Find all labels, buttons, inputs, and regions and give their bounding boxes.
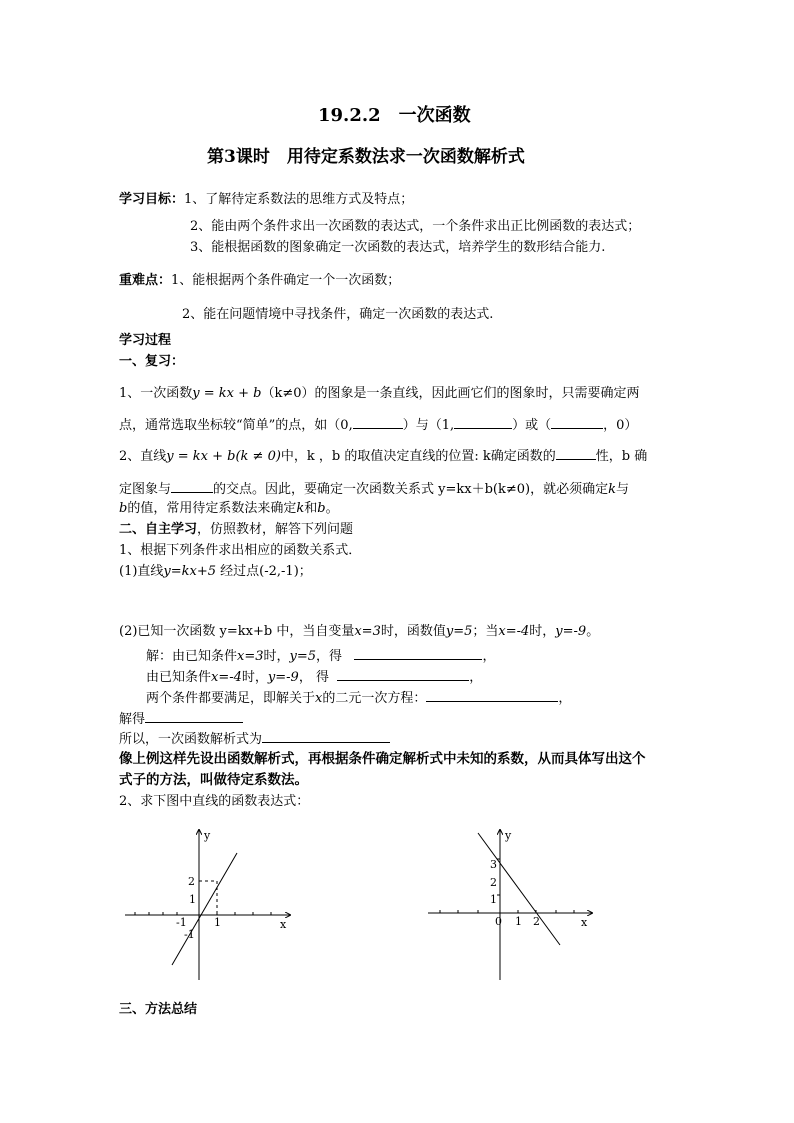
text: 时，	[241, 670, 268, 685]
tick-label: 1	[490, 893, 497, 906]
text: ）或（	[512, 418, 552, 433]
formula: y=5	[445, 624, 473, 639]
text: 由已知条件	[146, 670, 212, 685]
text: 中，k ，b 的取值决定直线的位置: k确定函数的	[280, 449, 556, 464]
review-paragraph-line	[119, 445, 647, 467]
tick-label: 0	[495, 915, 502, 928]
question-1a	[119, 562, 312, 582]
formula: y = kx + b	[192, 386, 262, 401]
formula: y=5	[289, 649, 317, 664]
page-subtitle: 第3课时 用待定系数法求一次函数解析式	[207, 147, 525, 167]
graph-1	[120, 825, 300, 985]
formula: y = kx + b(k ≠ 0)	[166, 449, 281, 464]
text: ，	[482, 649, 496, 664]
text: 所以，一次函数解析式为	[119, 732, 263, 747]
fill-blank[interactable]	[354, 645, 482, 660]
text: (2)已知一次函数 y=kx+b 中，当自变量	[119, 624, 355, 639]
review-paragraph-line	[119, 499, 339, 519]
text: 的二元一次方程：	[322, 691, 427, 706]
tick-label: -1	[184, 928, 195, 941]
question-2: 2、求下图中直线的函数表达式：	[119, 794, 310, 809]
text: 与	[616, 482, 630, 497]
variable: b	[317, 501, 326, 516]
text: ）与（1,	[402, 418, 455, 433]
review-heading: 一、复习：	[119, 354, 185, 369]
objective-item: 1、了解待定系数法的思维方式及特点；	[184, 192, 414, 207]
text: 。	[325, 501, 339, 516]
text: ，仿照教材，解答下列问题	[197, 522, 354, 537]
key-points-label: 重难点：	[119, 273, 172, 288]
text: 2、直线	[119, 449, 167, 464]
text: 定图象与	[119, 482, 172, 497]
x-axis-label: x	[581, 916, 588, 929]
graph-line	[478, 833, 560, 945]
review-paragraph-line	[119, 414, 637, 436]
text: 解得	[119, 712, 146, 727]
question-1: 1、根据下列条件求出相应的函数关系式．	[119, 543, 362, 558]
solution-line	[146, 666, 482, 688]
y-axis-label: y	[505, 829, 512, 842]
text: ，0）	[603, 418, 638, 433]
process-label: 学习过程	[119, 333, 172, 348]
y-axis-label: y	[204, 829, 211, 842]
definition-line: 式子的方法，叫做待定系数法。	[119, 772, 308, 788]
text: ；当	[472, 624, 499, 639]
review-paragraph-line	[119, 384, 640, 404]
tick-label: 2	[188, 875, 195, 888]
text: 时，	[263, 649, 290, 664]
objective-item: 3、能根据函数的图象确定一次函数的表达式，培养学生的数形结合能力.	[190, 240, 606, 255]
text: 二、	[119, 522, 146, 537]
fill-blank[interactable]	[556, 445, 596, 460]
page-title: 19.2.2 一次函数	[318, 105, 471, 126]
fill-blank[interactable]	[337, 666, 469, 681]
self-study-heading	[119, 520, 353, 540]
solution-line	[119, 728, 390, 750]
solution-line	[119, 708, 243, 730]
fill-blank[interactable]	[262, 728, 390, 743]
text: ，	[558, 691, 572, 706]
solution-line	[146, 645, 495, 667]
graph-2	[420, 825, 600, 985]
text: 自主学习	[145, 522, 198, 537]
formula: y=kx+5	[163, 564, 217, 579]
x-axis-label: x	[280, 918, 287, 931]
key-points-line-1	[119, 271, 400, 291]
tick-label: 2	[533, 915, 540, 928]
fill-blank[interactable]	[454, 414, 512, 429]
text: 两个条件都要满足，即解关于	[146, 691, 316, 706]
text: 的值，常用待定系数法来确定	[127, 501, 297, 516]
text: (1)直线	[119, 564, 164, 579]
fill-blank[interactable]	[353, 414, 403, 429]
tick-label: 1	[515, 915, 522, 928]
tick-label: 1	[189, 893, 196, 906]
text: ， 得	[298, 670, 329, 685]
text: ，得	[316, 649, 343, 664]
objective-item: 2、能由两个条件求出一次函数的表达式，一个条件求出正比例函数的表达式；	[190, 219, 641, 234]
variable: k	[296, 501, 305, 516]
formula: y=-9	[267, 670, 299, 685]
text: 时，	[529, 624, 556, 639]
summary-heading: 三、方法总结	[119, 1002, 198, 1017]
text: 点，通常选取坐标较“简单”的点，如（0,	[119, 418, 353, 433]
text: 解：由已知条件	[146, 649, 238, 664]
fill-blank[interactable]	[426, 687, 558, 702]
fill-blank[interactable]	[551, 414, 603, 429]
solution-line	[146, 687, 571, 709]
text: 1、一次函数	[119, 386, 193, 401]
text: 。	[586, 624, 600, 639]
formula: x=3	[354, 624, 381, 639]
graph-line	[172, 853, 237, 965]
tick-label: -1	[176, 916, 187, 929]
text: 和	[304, 501, 318, 516]
objectives-label: 学习目标：	[119, 192, 185, 207]
variable: x	[315, 691, 323, 706]
text: 经过点(-2,-1)；	[220, 564, 312, 579]
text: 性，b 确	[595, 449, 648, 464]
review-paragraph-line	[119, 478, 629, 500]
fill-blank[interactable]	[171, 478, 213, 493]
tick-label: 1	[214, 916, 221, 929]
text: 的交点。因此，要确定一次函数关系式 y=kx＋b(k≠0)，就必须确定	[213, 482, 609, 497]
objectives-line-1	[119, 190, 413, 210]
tick-label: 2	[490, 876, 497, 889]
text: 时，函数值	[380, 624, 446, 639]
variable: b	[119, 501, 128, 516]
tick-label: 3	[490, 858, 497, 871]
variable: k	[608, 482, 616, 497]
text: ，	[469, 670, 483, 685]
text: （k≠0）的图象是一条直线，因此画它们的图象时，只需要确定两	[261, 386, 640, 401]
key-point-item: 2、能在问题情境中寻找条件，确定一次函数的表达式.	[182, 307, 494, 322]
fill-blank[interactable]	[145, 708, 243, 723]
formula: x=-4	[498, 624, 530, 639]
formula: x=3	[237, 649, 264, 664]
question-1b	[119, 622, 599, 642]
formula: y=-9	[555, 624, 587, 639]
definition-line: 像上例这样先设出函数解析式，再根据条件确定解析式中未知的系数，从而具体写出这个	[119, 751, 646, 767]
formula: x=-4	[211, 670, 242, 685]
key-point-item: 1、能根据两个条件确定一个一次函数；	[171, 273, 401, 288]
